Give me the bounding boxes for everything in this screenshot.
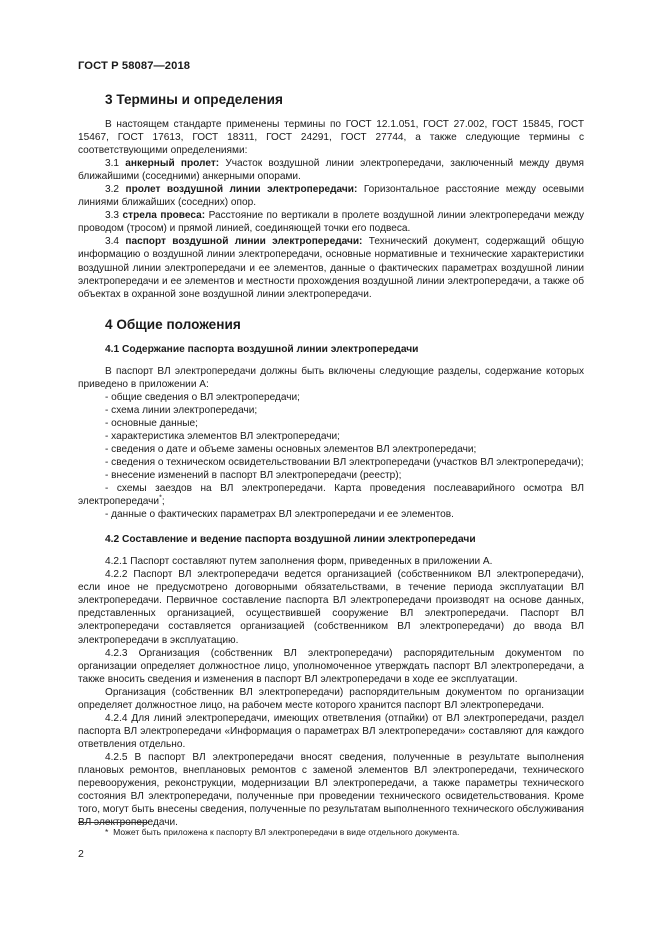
footnote-divider [78, 822, 148, 823]
term-3-3: 3.3 стрела провеса: Расстояние по вертикали в пролете воздушной линии электропередачи между проводом (тросом) и прямой линией, соединяющей точки его подвеса. [78, 210, 585, 235]
list-item: - внесение изменений в паспорт ВЛ электропередачи (реестр); [105, 470, 402, 482]
paragraph-4-2-3: 4.2.3 Организация (собственник ВЛ электропередачи) распорядительным документом по организации определяет должностное лицо, уполномоченное утверждать паспорт ВЛ электропередачи, а также вносить сведения и изменения в паспорт ВЛ электропередачи в ходе ее эксплуатации. [78, 647, 584, 685]
subsection-4-1-intro: В паспорт ВЛ электропередачи должны быть включены следующие разделы, содержание которых приведено в приложении А: [78, 365, 584, 390]
list-item: - характеристика элементов ВЛ электропередачи; [105, 430, 340, 442]
term-3-1: 3.1 анкерный пролет: Участок воздушной линии электропередачи, заключенный между двумя ближайшими (соседними) анкерными опорами. [78, 158, 584, 183]
list-item: - общие сведения о ВЛ электропередачи; [105, 391, 300, 403]
list-item: - сведения о дате и объеме замены основных элементов ВЛ электропередачи; [105, 443, 477, 455]
term-3-2: 3.2 пролет воздушной линии электропередачи: Горизонтальное расстояние между осевыми линиями ближайших (соседних) опор. [78, 184, 584, 209]
list-item: - схема линии электропередачи; [105, 404, 258, 416]
page-body [78, 92, 584, 829]
subsection-4-2-title: 4.2 Составление и ведение паспорта воздушной линии электропередачи [105, 534, 476, 546]
term-3-4: 3.4 паспорт воздушной линии электропередачи: Технический документ, содержащий общую информацию о воздушной линии электропередачи, основные нормативные и технические характеристики воздушной линии электропередачи и ее элементов, данные о фактических параметрах воздушной линии электропередачи и ее элементов и местности прохождения воздушной линии электропередачи, а также об объектах в охранной зоне воздушной линии электропередачи. [78, 236, 584, 300]
list-item: - данные о фактических параметрах ВЛ электропередачи и ее элементов. [105, 509, 454, 521]
paragraph-4-2-5: 4.2.5 В паспорт ВЛ электропередачи вносят сведения, полученные в результате выполнения плановых ремонтов, внеплановых ремонтов с заменой элементов ВЛ электропередачи, технического перевооружения, реконструкции, модернизации ВЛ электропередачи, а также параметры технического состояния ВЛ электропередачи, полученные при проведении технического освидетельствования. Кроме того, могут быть внесены сведения, полученные по результатам выполненного технического обслуживания ВЛ электропередачи. [78, 751, 585, 829]
footnote-mark: * [159, 494, 162, 502]
document-code-header: ГОСТ Р 58087—2018 [78, 60, 191, 72]
list-item: - основные данные; [105, 417, 198, 429]
page-number: 2 [78, 848, 84, 860]
footnote: * Может быть приложена к паспорту ВЛ электропередачи в виде отдельного документа. [105, 827, 460, 837]
list-item: - сведения о техническом освидетельствовании ВЛ электропередачи (участков ВЛ электропередачи); [105, 456, 584, 468]
subsection-4-1-title: 4.1 Содержание паспорта воздушной линии электропередачи [105, 343, 419, 355]
paragraph-4-2-1: 4.2.1 Паспорт составляют путем заполнения форм, приведенных в приложении А. [105, 556, 493, 568]
section-4-title: 4 Общие положения [105, 316, 241, 332]
paragraph-4-2-4: 4.2.4 Для линий электропередачи, имеющих ответвления (отпайки) от ВЛ электропередачи, раздел паспорта ВЛ электропередачи «Информация о параметрах ВЛ электропередачи» составляют для каждого ответвления отдельно. [78, 712, 584, 750]
section-3-intro: В настоящем стандарте применены термины по ГОСТ 12.1.051, ГОСТ 27.002, ГОСТ 15845, ГОСТ 15467, ГОСТ 17613, ГОСТ 18311, ГОСТ 24291, ГОСТ 27744, а также следующие термины с соответствующими определениями: [78, 119, 584, 157]
section-3-title: 3 Термины и определения [105, 92, 283, 107]
passport-sections-list [78, 391, 584, 521]
list-item: - схемы заездов на ВЛ электропередачи. Карта проведения послеаварийного осмотра ВЛ электропередачи*; [78, 483, 584, 508]
paragraph-4-2-3-cont: Организация (собственник ВЛ электропередачи) распорядительным документом по организации определяет должностное лицо, на рабочем месте которого хранится паспорт ВЛ электропередачи. [78, 686, 584, 711]
paragraph-4-2-2: 4.2.2 Паспорт ВЛ электропередачи ведется организацией (собственником ВЛ электропередачи), если иное не предусмотрено договорными обязательствами, в течение периода эксплуатации ВЛ электропередачи. Первичное составление паспорта ВЛ электропередачи производят на основе данных, представленных организацией, осуществившей сооружение ВЛ электропередачи. Паспорт ВЛ электропередачи составляется организацией (собственником ВЛ электропередачи) до ввода ВЛ электропередачи в эксплуатацию. [78, 569, 584, 646]
